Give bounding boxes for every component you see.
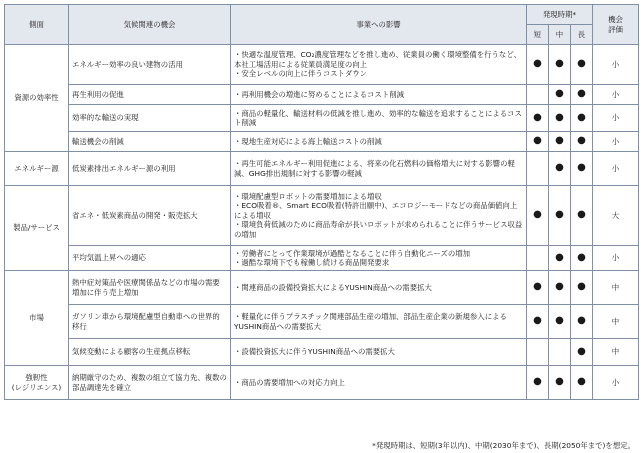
header-impact: 事業への影響: [231, 5, 527, 45]
impact-cell: ・軽量化に伴うプラスチック関連部品生産の増加、部品生産企業の新規参入によるYUSHIN商品への需要拡大: [231, 305, 527, 339]
eval-cell: 小: [593, 246, 639, 271]
impact-cell: ・再生可能エネルギー利用促進による、将来の化石燃料の価格増大に対する影響の軽減、GHG排出規制に対する影響の軽減: [231, 152, 527, 186]
impact-cell: ・現地生産対応による海上輸送コストの削減: [231, 132, 527, 152]
timing-long-cell: ●: [571, 152, 593, 186]
timing-long-cell: ●: [571, 45, 593, 85]
opportunity-cell: 気候変動による顧客の生産拠点移転: [69, 339, 231, 366]
climate-opportunity-table-wrapper: [4, 4, 638, 400]
table-row: [5, 271, 639, 305]
timing-long-cell: ●: [571, 271, 593, 305]
timing-mid-cell: ●: [549, 366, 571, 400]
header-side: 側面: [5, 5, 69, 45]
opportunity-cell: 平均気温上昇への適応: [69, 246, 231, 271]
timing-mid-cell: ●: [549, 152, 571, 186]
header-short: 短: [527, 25, 549, 45]
timing-long-cell: ●: [571, 132, 593, 152]
side-cell: 強靭性 (レジリエンス): [5, 366, 69, 400]
opportunity-cell: 輸送機会の削減: [69, 132, 231, 152]
table-row: [5, 339, 639, 366]
table-row: [5, 152, 639, 186]
timing-long-cell: ●: [571, 105, 593, 132]
table-row: [5, 132, 639, 152]
timing-short-cell: ●: [527, 186, 549, 246]
timing-mid-cell: ●: [549, 271, 571, 305]
opportunity-cell: ガソリン車から環境配慮型自動車への世界的移行: [69, 305, 231, 339]
timing-mid-cell: ●: [549, 305, 571, 339]
impact-cell: ・労働者にとって作業環境が過酷となることに伴う自動化ニーズの増加 ・過酷な環境下でも稼働し続ける商品開発要求: [231, 246, 527, 271]
side-cell: 市場: [5, 271, 69, 366]
eval-cell: 大: [593, 186, 639, 246]
opportunity-cell: 効率的な輸送の実現: [69, 105, 231, 132]
eval-cell: 小: [593, 132, 639, 152]
climate-opportunity-table: [4, 4, 639, 400]
timing-short-cell: ●: [527, 105, 549, 132]
header-long: 長: [571, 25, 593, 45]
timing-mid-cell: ●: [549, 132, 571, 152]
timing-long-cell: ●: [571, 339, 593, 366]
impact-cell: ・関連商品の設備投資拡大によるYUSHIN商品への需要拡大: [231, 271, 527, 305]
eval-cell: 小: [593, 45, 639, 85]
side-cell: 製品/サービス: [5, 186, 69, 271]
eval-cell: 小: [593, 105, 639, 132]
timing-mid-cell: ●: [549, 105, 571, 132]
eval-cell: 小: [593, 85, 639, 105]
opportunity-cell: 再生利用の促進: [69, 85, 231, 105]
impact-cell: ・商品の需要増加への対応力向上: [231, 366, 527, 400]
table-row: [5, 366, 639, 400]
table-row: [5, 246, 639, 271]
impact-cell: ・快適な温度管理、CO₂濃度管理などを推し進め、従業員の働く環境整備を行うなど、本社工場活用による従業員満足度の向上 ・安全レベルの向上に伴うコストダウン: [231, 45, 527, 85]
header-timing: 発現時期*: [527, 5, 593, 25]
eval-cell: 小: [593, 366, 639, 400]
footnote: *発現時期は、短期(3年以内)、中期(2030年まで)、長期(2050年まで)を想定。: [372, 441, 635, 450]
eval-cell: 小: [593, 152, 639, 186]
timing-long-cell: ●: [571, 305, 593, 339]
timing-mid-cell: ●: [549, 246, 571, 271]
table-row: [5, 186, 639, 246]
timing-short-cell: [527, 339, 549, 366]
table-row: [5, 45, 639, 85]
eval-cell: 中: [593, 305, 639, 339]
impact-cell: ・環境配慮型ロボットの需要増加による増収 ・ECO吸着®、Smart ECO吸着(特許出願中)、エコロジーモードなどの商品価値向上による増収 ・環境負荷低減のために商品寿命が長いロボットが求められることに伴うサービス収益の増加: [231, 186, 527, 246]
side-cell: エネルギー源: [5, 152, 69, 186]
header-eval: [593, 5, 639, 45]
header-eval-line2: 評価: [608, 24, 623, 34]
opportunity-cell: エネルギー効率の良い建物の活用: [69, 45, 231, 85]
timing-long-cell: ●: [571, 85, 593, 105]
opportunity-cell: 熱中症対策品や医療関係品などの市場の需要増加に伴う売上増加: [69, 271, 231, 305]
opportunity-cell: 納期厳守のため、複数の組立て協力先、複数の部品調達先を確立: [69, 366, 231, 400]
impact-cell: ・設備投資拡大に伴うYUSHIN商品への需要拡大: [231, 339, 527, 366]
timing-short-cell: [527, 85, 549, 105]
timing-short-cell: ●: [527, 271, 549, 305]
timing-long-cell: ●: [571, 246, 593, 271]
timing-mid-cell: ●: [549, 85, 571, 105]
impact-cell: ・商品の軽量化、輸送材料の低減を推し進め、効率的な輸送を追求することによるコスト削減: [231, 105, 527, 132]
timing-long-cell: ●: [571, 366, 593, 400]
impact-cell: ・再利用機会の増進に努めることによるコスト削減: [231, 85, 527, 105]
timing-mid-cell: [549, 339, 571, 366]
timing-short-cell: [527, 152, 549, 186]
table-row: [5, 85, 639, 105]
header-eval-line1: 機会: [608, 15, 623, 25]
opportunity-cell: 省エネ・低炭素商品の開発・販売拡大: [69, 186, 231, 246]
timing-mid-cell: ●: [549, 186, 571, 246]
table-body: [5, 45, 639, 400]
side-cell: 資源の効率性: [5, 45, 69, 152]
timing-mid-cell: ●: [549, 45, 571, 85]
table-row: [5, 305, 639, 339]
header-mid: 中: [549, 25, 571, 45]
timing-short-cell: ●: [527, 132, 549, 152]
timing-short-cell: [527, 246, 549, 271]
timing-short-cell: ●: [527, 305, 549, 339]
timing-short-cell: ●: [527, 366, 549, 400]
table-header: [5, 5, 639, 45]
eval-cell: 中: [593, 271, 639, 305]
opportunity-cell: 低炭素排出エネルギー源の利用: [69, 152, 231, 186]
table-row: [5, 105, 639, 132]
header-opportunity: 気候関連の機会: [69, 5, 231, 45]
timing-short-cell: ●: [527, 45, 549, 85]
timing-long-cell: ●: [571, 186, 593, 246]
eval-cell: 中: [593, 339, 639, 366]
